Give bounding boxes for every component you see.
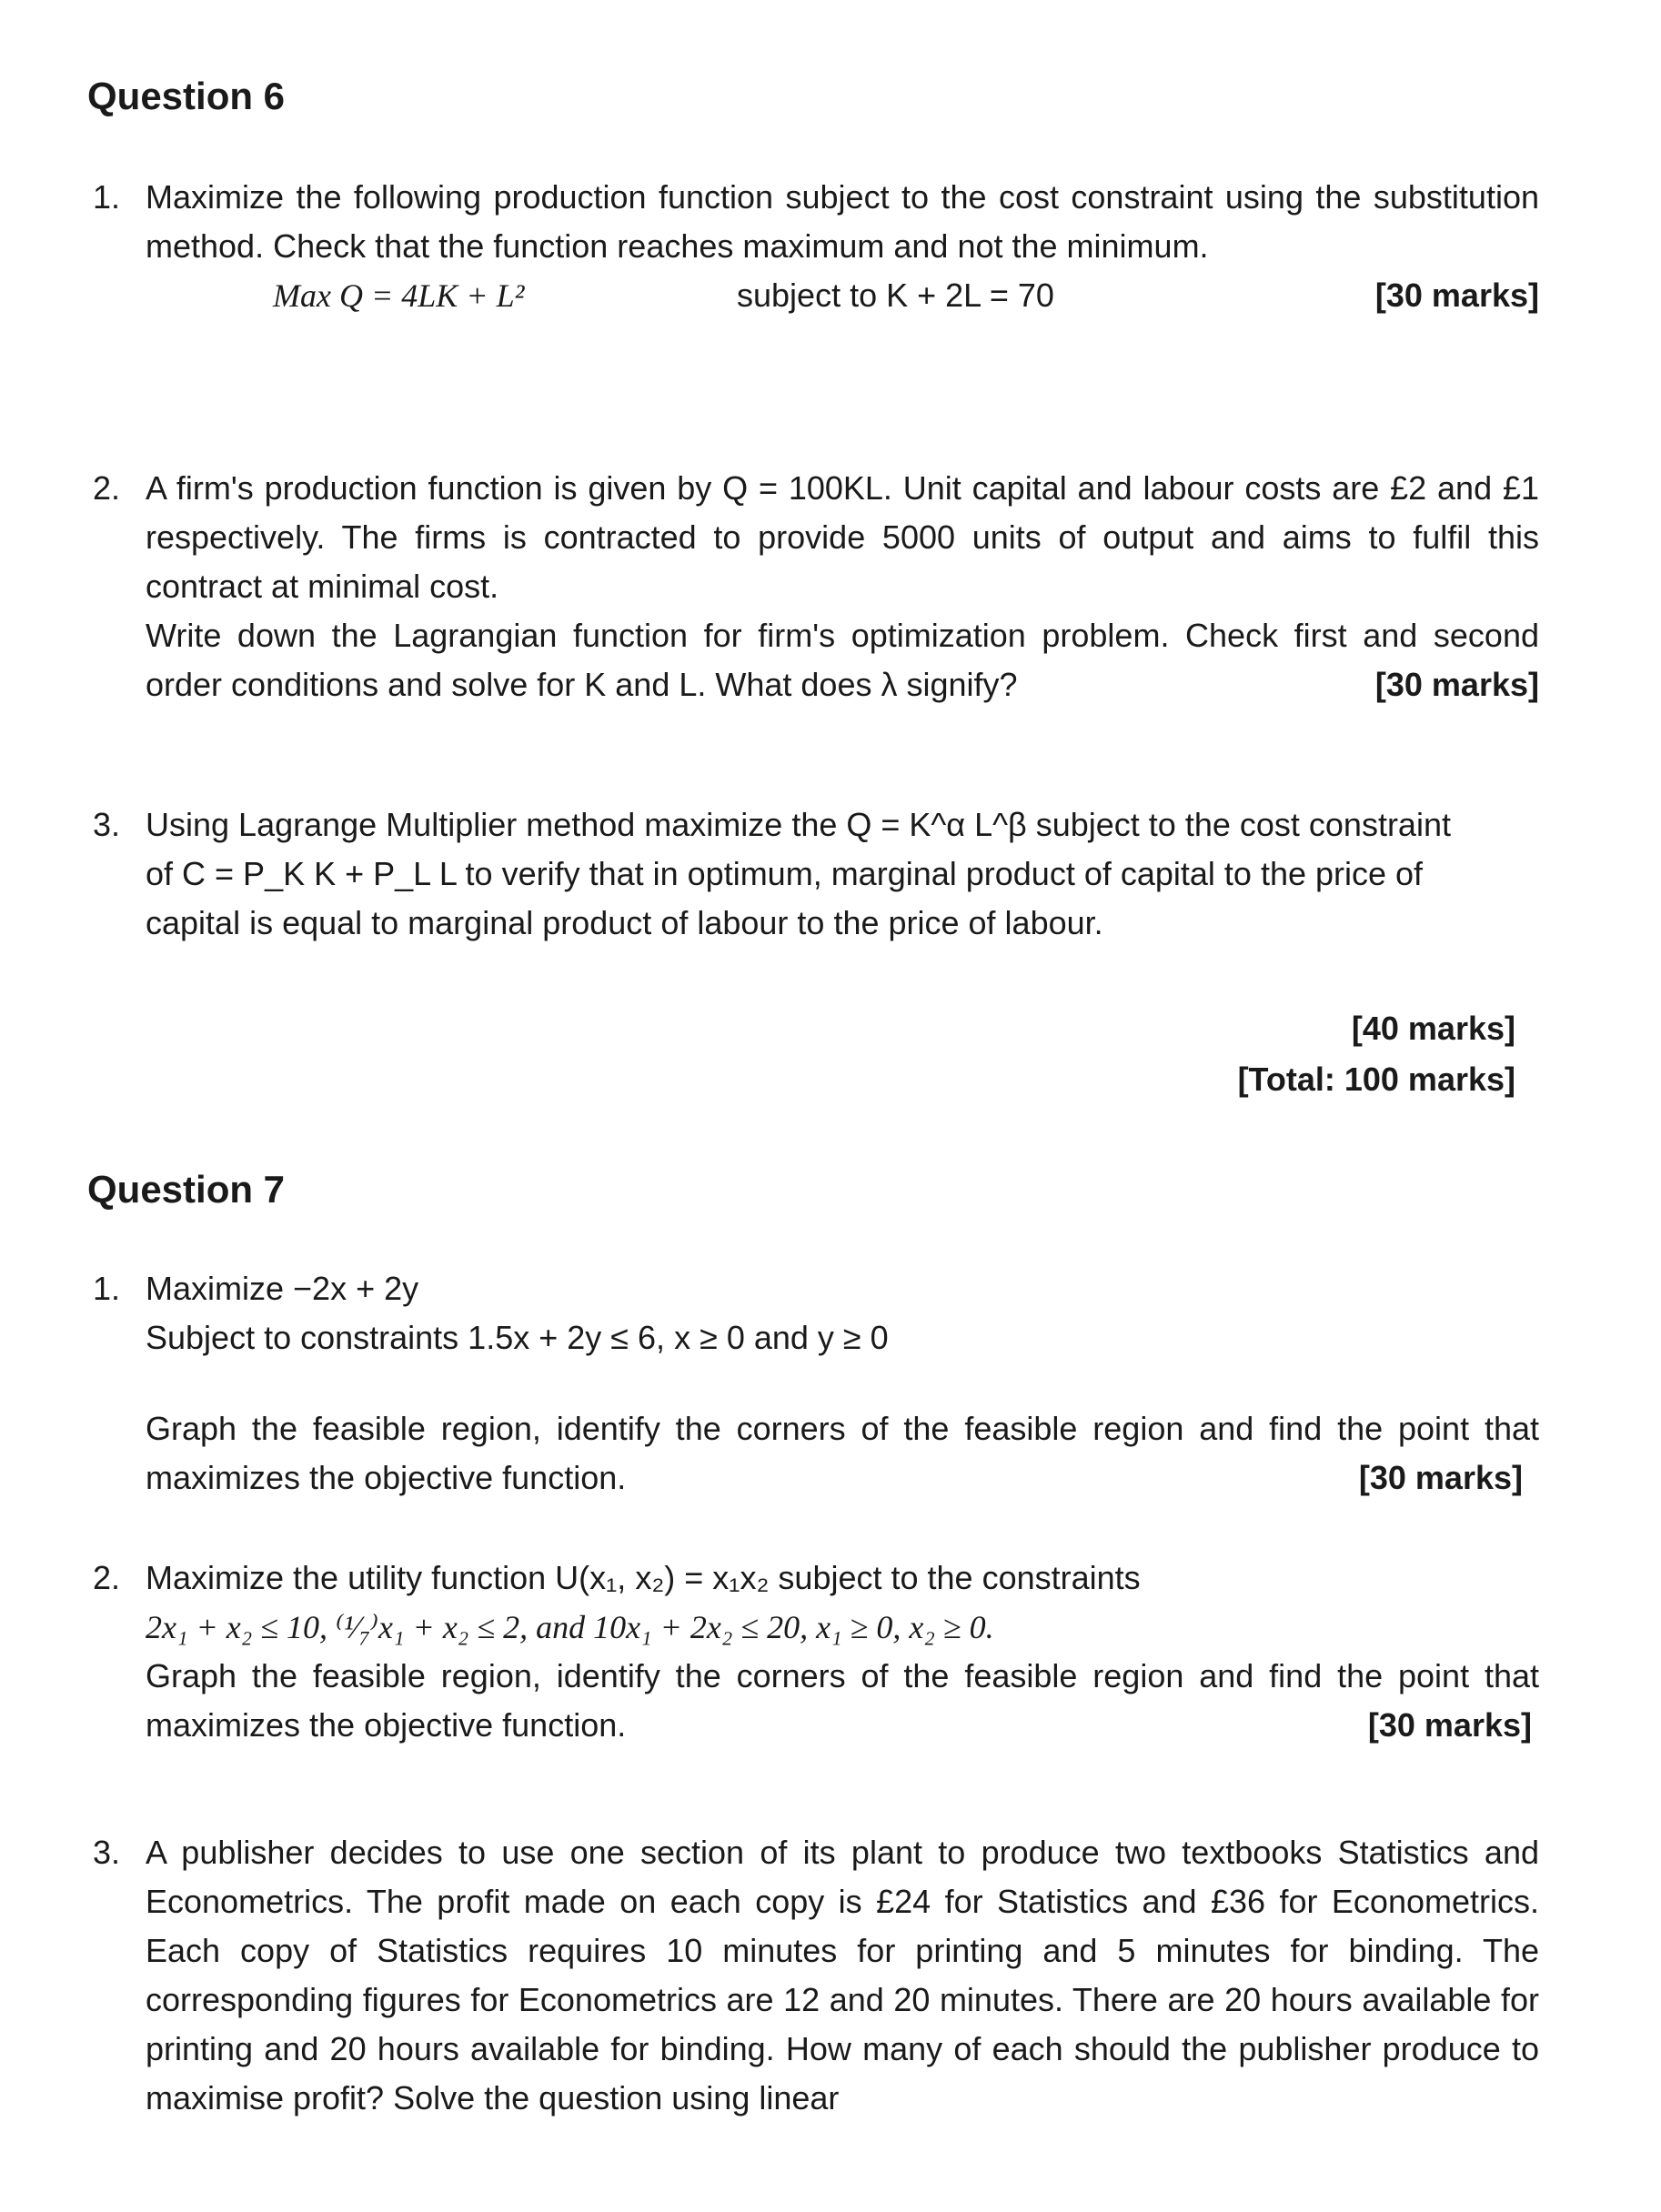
equation-row: [146, 271, 1539, 320]
constraint: subject to K + 2L = 70: [737, 276, 1054, 314]
objective-function: Maximize −2x + 2y: [146, 1270, 419, 1307]
item-number: 3.: [93, 806, 121, 843]
marks-label: [30 marks]: [1374, 666, 1539, 703]
marks-label: [40 marks]: [1351, 1010, 1515, 1047]
item-number: 2.: [93, 1559, 121, 1596]
item-number: 1.: [93, 1270, 121, 1307]
item-text: Graph the feasible region, identify the corners of the feasible region and find the point that maximizes the objective function.: [146, 1657, 1539, 1744]
item-number: 2.: [93, 469, 121, 507]
constraints: Subject to constraints 1.5x + 2y ≤ 6, x ≥ 0 and y ≥ 0: [146, 1319, 889, 1356]
item-text: Graph the feasible region, identify the corners of the feasible region and find the point that maximizes the objective function.: [146, 1410, 1539, 1496]
item-text: Using Lagrange Multiplier method maximize the Q = K^α L^β subject to the cost constraint of C = P_K K + P_L L to verify that in optimum, marginal product of capital to the price of capital is equal to marginal product of labour to the price of labour.: [146, 806, 1451, 941]
q6-item-1: [93, 173, 1539, 320]
total-marks-label: [Total: 100 marks]: [1237, 1061, 1515, 1098]
objective-function: Max Q = 4LK + L²: [273, 277, 525, 314]
marks-label: [30 marks]: [1367, 1706, 1532, 1744]
q7-item-3: [93, 1828, 1539, 2123]
objective-function: Maximize the utility function U(x₁, x₂) = x₁x₂ subject to the constraints: [146, 1559, 1141, 1596]
item-text-row: [146, 611, 1539, 709]
item-text: A firm's production function is given by Q = 100KL. Unit capital and labour costs are £2 and £1 respectively. The firms is contracted to provide 5000 units of output and aims to fulfil this contract at minimal cost.: [146, 469, 1539, 605]
question-7-heading: Question 7: [87, 1168, 286, 1211]
item-number: 1.: [93, 178, 121, 216]
q7-item-1: [93, 1264, 1539, 1503]
item-text: Maximize the following production function subject to the cost constraint using the substitution method. Check that the function reaches maximum and not the minimum.: [146, 178, 1539, 265]
q7-item-2: [93, 1553, 1539, 1750]
item-text-continued: Write down the Lagrangian function for firm's optimization problem. Check first and second order conditions and solve for K and L. What does λ signify?: [146, 617, 1539, 703]
item-text: A publisher decides to use one section of its plant to produce two textbooks Statistics and Econometrics. The profit made on each copy is £24 for Statistics and £36 for Econometrics. Each copy of Statistics requires 10 minutes for printing and 5 minutes for binding. The corresponding figures for Econometrics are 12 and 20 minutes. There are 20 hours available for printing and 20 hours available for binding. How many of each should the publisher produce to maximise profit? Solve the question using linear: [146, 1834, 1539, 2116]
marks-label: [30 marks]: [1374, 276, 1539, 314]
question-6-heading: Question 6: [87, 75, 286, 117]
q6-item-2: [93, 464, 1539, 709]
marks-label: [30 marks]: [1358, 1459, 1523, 1496]
q6-item-3: [93, 800, 1474, 948]
constraints: 2x₁ + x₂ ≤ 10, ⁽¹⁄₇⁾x₁ + x₂ ≤ 2, and 10x₁ + 2x₂ ≤ 20, x₁ ≥ 0, x₂ ≥ 0.: [146, 1609, 994, 1645]
item-number: 3.: [93, 1834, 121, 1871]
